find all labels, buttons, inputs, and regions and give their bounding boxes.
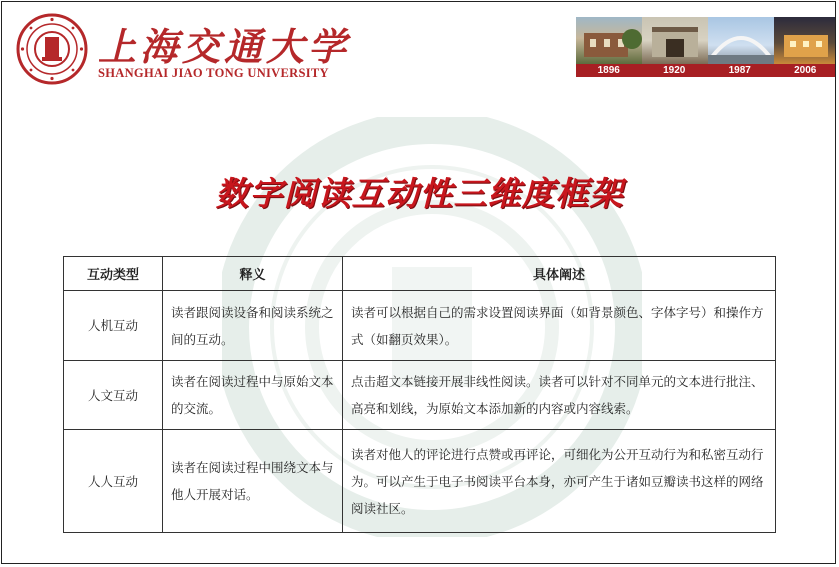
slide-title: 数字阅读互动性三维度框架 <box>215 174 624 213</box>
year-label: 1920 <box>663 65 686 76</box>
cell-definition: 读者在阅读过程中围绕文本与他人开展对话。 <box>163 430 343 533</box>
interaction-table <box>63 256 776 533</box>
slide <box>1 1 836 564</box>
year-label: 1987 <box>728 65 751 76</box>
table-row <box>64 430 776 533</box>
photo-2006 <box>774 17 836 64</box>
column-header-detail: 具体阐述 <box>343 257 776 291</box>
cell-type: 人文互动 <box>64 361 163 430</box>
university-name-chinese: 上海交通大学 <box>98 24 351 69</box>
table-row <box>64 361 776 430</box>
column-header-type: 互动类型 <box>64 257 163 291</box>
cell-detail: 点击超文本链接开展非线性阅读。读者可以针对不同单元的文本进行批注、高亮和划线，为原始文本添加新的内容或内容线索。 <box>343 361 776 430</box>
cell-detail: 读者可以根据自己的需求设置阅读界面（如背景颜色、字体字号）和操作方式（如翻页效果）。 <box>343 291 776 361</box>
cell-detail: 读者对他人的评论进行点赞或再评论，可细化为公开互动行为和私密互动行为。可以产生于电子书阅读平台本身，亦可产生于诸如豆瓣读书这样的网络阅读社区。 <box>343 430 776 533</box>
year-label: 2006 <box>794 65 817 76</box>
photo-1896 <box>576 17 642 64</box>
table-header-row <box>64 257 776 291</box>
cell-type: 人机互动 <box>64 291 163 361</box>
cell-type: 人人互动 <box>64 430 163 533</box>
cell-definition: 读者在阅读过程中与原始文本的交流。 <box>163 361 343 430</box>
cell-definition: 读者跟阅读设备和阅读系统之间的互动。 <box>163 291 343 361</box>
year-bar <box>576 64 836 77</box>
history-photo-strip <box>576 17 836 77</box>
table-row <box>64 291 776 361</box>
university-name-english: SHANGHAI JIAO TONG UNIVERSITY <box>98 66 329 80</box>
photo-1987 <box>708 17 774 64</box>
photo-1920 <box>642 17 708 64</box>
year-label: 1896 <box>597 65 620 76</box>
university-seal-logo <box>16 13 88 85</box>
column-header-definition: 释义 <box>163 257 343 291</box>
